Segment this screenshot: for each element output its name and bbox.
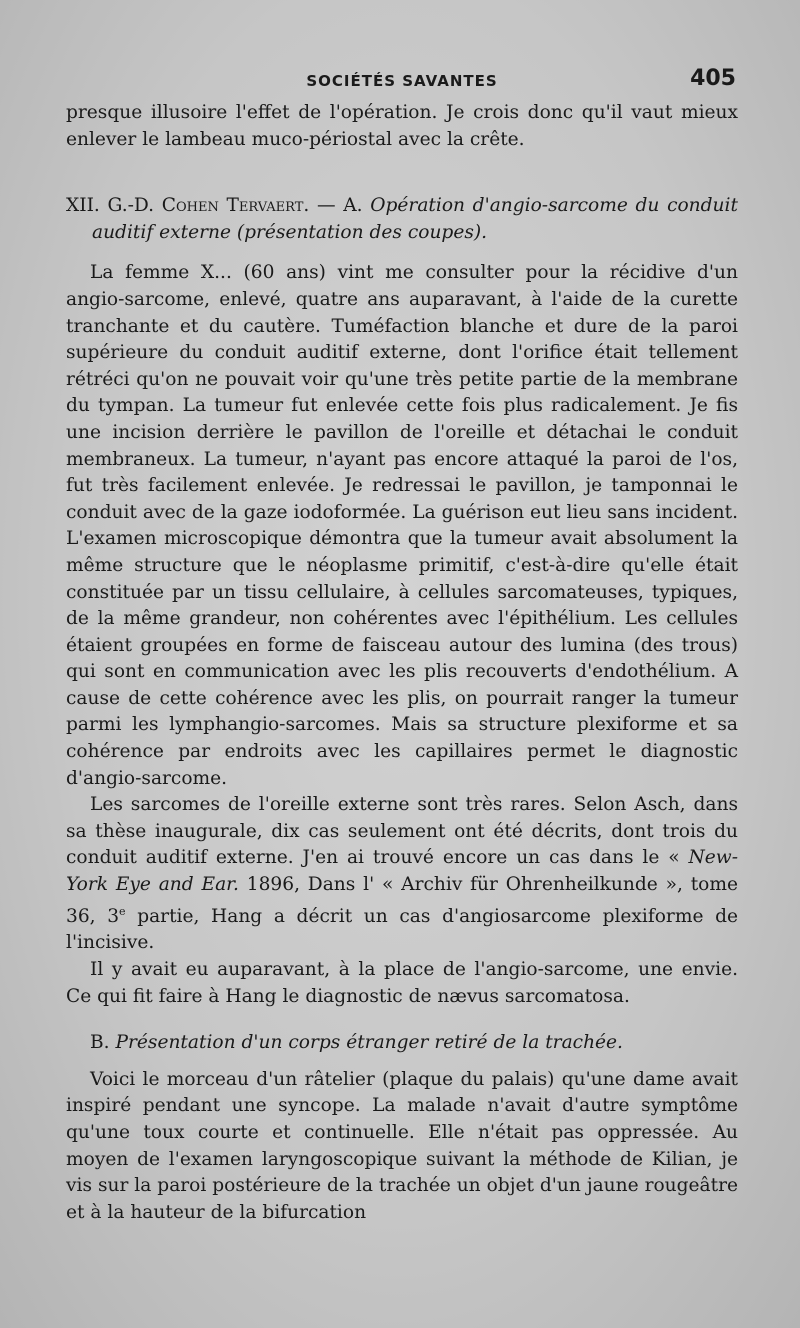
author-initials: G.-D. [107, 195, 155, 217]
superscript: e [119, 904, 126, 918]
paragraph-asch [66, 792, 738, 957]
opening-paragraph: presque illusoire l'effet de l'opération. Je crois donc qu'il vaut mieux enlever le lambeau muco-périostal avec la crête. [66, 102, 738, 150]
asch-text-1: Les sarcomes de l'oreille externe sont très rares. Selon Asch, dans sa thèse inaugurale, dix cas seulement ont été décrits, dont trois du conduit auditif externe. J'en ai trouvé encore un cas dans le « [66, 794, 738, 869]
section-title: Opération d'angio-sarcome du conduit auditif externe (présentation des coupes). [92, 195, 738, 243]
section-heading-xii [66, 193, 738, 246]
part-label: A. [343, 195, 363, 217]
section-b-label: B. [90, 1032, 110, 1054]
page-number: 405 [690, 66, 736, 91]
author-name: Cohen Tervaert. [161, 195, 310, 217]
journal-title: New-York Eye and Ear. [66, 847, 738, 896]
running-head: SOCIÉTÉS SAVANTES [306, 72, 498, 90]
body-text [66, 100, 738, 1226]
paragraph-foreign-body: Voici le morceau d'un râtelier (plaque du palais) qu'une dame avait inspiré pendant une syncope. La malade n'avait d'autre symptôme qu'une toux courte et continuelle. Elle n'était pas oppressée. Au moyen de l'examen laryngoscopique suivant la méthode de Kilian, je vis sur la paroi postérieure de la trachée un objet d'un jaune rougeâtre et à la hauteur de la bifurcation [66, 1068, 738, 1223]
paragraph-case-report: La femme X... (60 ans) vint me consulter pour la récidive d'un angio-sarcome, enlevé, quatre ans auparavant, à l'aide de la curette tranchante et du cautère. Tuméfaction blanche et dure de la paroi supérieure du conduit auditif externe, dont l'orifice était tellement rétréci qu'on ne pouvait voir qu'une très petite partie de la membrane du tympan. La tumeur fut enlevée cette fois plus radicalement. Je fis une incision derrière le pavillon de l'oreille et détachai le conduit membraneux. La tumeur, n'ayant pas encore attaqué la paroi de l'os, fut très facilement enlevée. Je redressai le pavillon, je tamponnai le conduit avec de la gaze iodoformée. La guérison eut lieu sans incident. L'examen microscopique démontra que la tumeur avait absolument la même structure que le néoplasme primitif, c'est-à-dire qu'elle était constituée par un tissu cellulaire, à cellules sarcomateuses, typiques, de la même grandeur, non cohérentes avec l'épithélium. Les cellules étaient groupées en forme de faisceau autour des lumina (des trous) qui sont en communication avec les plis recouverts d'endothélium. A cause de cette cohérence avec les plis, on pourrait ranger la tumeur parmi les lymphangio-sarcomes. Mais sa structure plexiforme et sa cohérence par endroits avec les capillaires permet le diagnostic d'angio-sarcome. [66, 262, 738, 789]
heading-dash: — [316, 195, 336, 217]
asch-text-3: partie, Hang a décrit un cas d'angiosarcome plexiforme de l'incisive. [66, 905, 738, 954]
section-heading-b [66, 1030, 738, 1057]
section-number: XII. [66, 195, 100, 217]
page-header [66, 66, 738, 102]
paragraph-envie: Il y avait eu auparavant, à la place de l'angio-sarcome, une envie. Ce qui fit faire à Hang le diagnostic de nævus sarcomatosa. [66, 959, 738, 1007]
section-b-title: Présentation d'un corps étranger retiré de la trachée. [115, 1032, 623, 1054]
asch-text-2: 1896, Dans l' « Archiv für Ohrenheilkunde », tome 36, 3 [66, 874, 739, 927]
